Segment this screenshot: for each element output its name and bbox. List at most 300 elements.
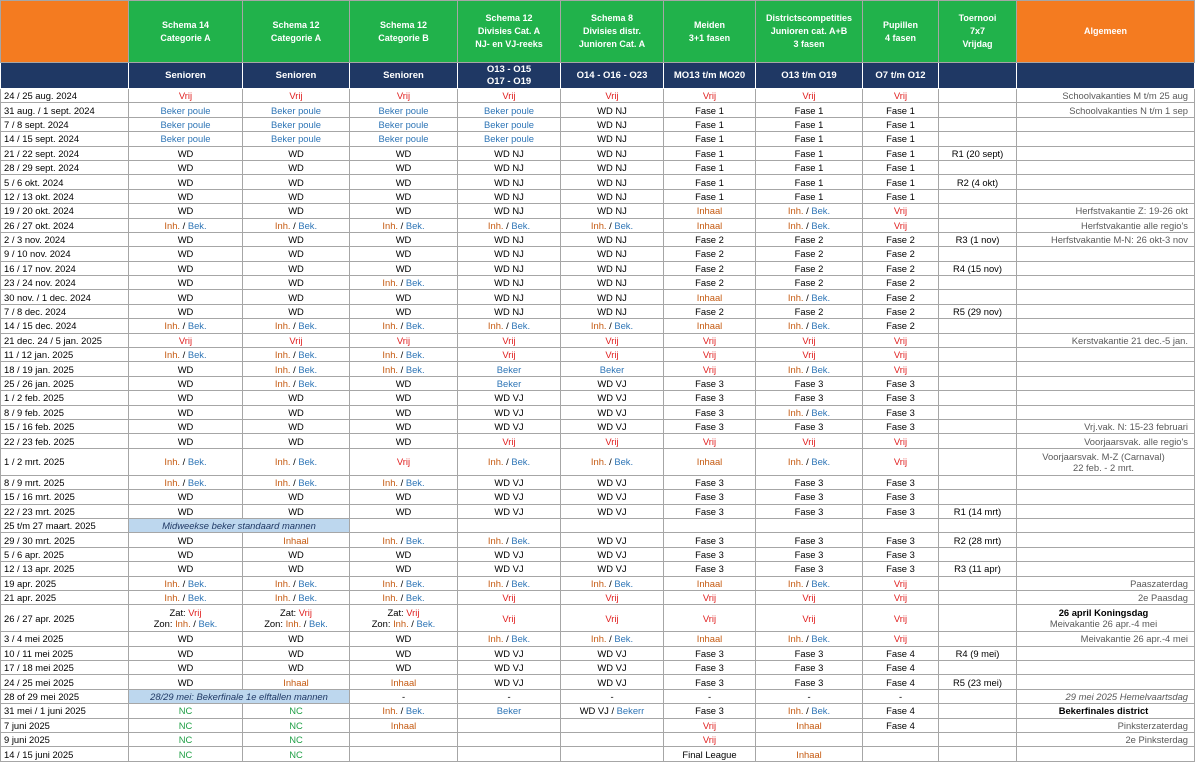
- cell-line: [758, 421, 860, 432]
- schedule-cell: [129, 718, 243, 732]
- separator: /: [290, 592, 299, 604]
- beker-label: Bek.: [298, 349, 318, 361]
- separator: /: [803, 205, 812, 217]
- date-cell: 16 / 17 nov. 2024: [1, 261, 129, 275]
- schedule-cell: [664, 391, 756, 405]
- cell-line: [758, 205, 860, 216]
- cell-text: Inhaal: [696, 456, 723, 468]
- general-note-cell: [1017, 704, 1195, 718]
- schedule-cell: [561, 89, 664, 103]
- header-cell: [1017, 63, 1195, 89]
- schedule-cell: [350, 675, 458, 689]
- cell-line: [352, 191, 455, 202]
- schedule-cell: [561, 146, 664, 160]
- cell-line: [352, 133, 455, 144]
- cell-line: [666, 248, 753, 259]
- cell-line: [666, 220, 753, 231]
- schedule-cell: [664, 405, 756, 419]
- schedule-cell: [863, 448, 939, 475]
- schedule-cell: [939, 232, 1017, 246]
- cell-text: Beker poule: [160, 104, 211, 116]
- cell-text: -: [610, 691, 614, 703]
- beker-label: Bek.: [511, 633, 531, 645]
- schedule-cell: [350, 175, 458, 189]
- cell-text: Fase 3: [695, 421, 724, 433]
- inhaal-label: Inh.: [164, 219, 181, 231]
- note-line: 26 april Koningsdag: [1058, 607, 1149, 619]
- general-note-cell: 29 mei 2025 Hemelvaartsdag: [1017, 689, 1195, 703]
- cell-line: [352, 364, 455, 375]
- schedule-cell: [939, 89, 1017, 103]
- general-note-cell: [1017, 117, 1195, 131]
- date-cell: 7 / 8 sept. 2024: [1, 117, 129, 131]
- beker-label: Bek.: [187, 476, 207, 488]
- schedule-cell: [939, 576, 1017, 590]
- cell-line: [758, 364, 860, 375]
- cell-line: [460, 148, 558, 159]
- beker-label: Bek.: [614, 219, 634, 231]
- cell-text: Fase 3: [794, 392, 824, 404]
- separator: /: [398, 219, 406, 231]
- cell-line: [865, 578, 936, 589]
- schedule-cell: [129, 290, 243, 304]
- schedule-row: [1, 733, 1195, 747]
- schedule-cell: [863, 646, 939, 660]
- cell-line: [460, 436, 558, 447]
- cell-line: [131, 633, 240, 644]
- cell-line: [352, 335, 455, 346]
- cell-text: Vrij: [702, 719, 717, 731]
- cell-text: WD VJ: [597, 676, 627, 688]
- cell-line: [460, 563, 558, 574]
- cell-text: Fase 3: [886, 476, 915, 488]
- schedule-cell: [350, 132, 458, 146]
- schedule-cell: [129, 733, 243, 747]
- general-note-cell: Pinksterzaterdag: [1017, 718, 1195, 732]
- cell-line: [666, 306, 753, 317]
- inhaal-label: Inh.: [787, 705, 804, 717]
- cell-text: Vrij: [289, 334, 303, 346]
- schedule-row: [1, 117, 1195, 131]
- date-cell: 3 / 4 mei 2025: [1, 632, 129, 646]
- general-note-cell: [1017, 646, 1195, 660]
- date-cell: 31 mei / 1 juni 2025: [1, 704, 129, 718]
- cell-line: [865, 105, 936, 116]
- cell-text: Beker poule: [270, 133, 322, 145]
- beker-label: Bek.: [811, 291, 831, 303]
- cell-line: [131, 677, 240, 688]
- cell-line: [131, 734, 240, 745]
- beker-label: Bek.: [187, 320, 207, 332]
- separator: /: [803, 633, 812, 645]
- schedule-cell: [939, 247, 1017, 261]
- cell-line: [865, 205, 936, 216]
- cell-text: Fase 1: [886, 118, 915, 130]
- schedule-cell: [561, 632, 664, 646]
- cell-text: Fase 2: [886, 234, 915, 246]
- cell-line: [865, 378, 936, 389]
- header-line: Districtscompetities: [765, 13, 853, 23]
- schedule-cell: [939, 632, 1017, 646]
- cell-line: [758, 162, 860, 173]
- cell-line: [941, 677, 1014, 688]
- schedule-cell: [939, 204, 1017, 218]
- schedule-cell: [664, 490, 756, 504]
- cell-line: [563, 613, 661, 624]
- cell-line: [131, 578, 240, 589]
- schedule-cell: [939, 504, 1017, 518]
- beker-label: Bek.: [811, 633, 831, 645]
- schedule-cell: [350, 632, 458, 646]
- cell-text: Vrij: [702, 90, 717, 102]
- beker-label: Bek.: [298, 577, 318, 589]
- cell-text: Inhaal: [390, 676, 417, 688]
- schedule-cell: [458, 304, 561, 318]
- cell-text: WD: [288, 563, 304, 575]
- inhaal-label: Inh.: [787, 406, 804, 418]
- cell-prefix: Zon:: [153, 618, 176, 630]
- schedule-cell: [129, 319, 243, 333]
- cell-text: Inhaal: [696, 633, 723, 645]
- cell-text: Fase 2: [695, 262, 724, 274]
- schedule-cell: [243, 333, 350, 347]
- cell-line: [245, 506, 347, 517]
- separator: /: [180, 577, 188, 589]
- cell-text: Beker: [496, 705, 522, 717]
- beker-label: Bek.: [298, 320, 318, 332]
- schedule-cell: [863, 89, 939, 103]
- schedule-row: [1, 490, 1195, 504]
- cell-text: Inhaal: [696, 320, 723, 332]
- schedule-cell: [350, 533, 458, 547]
- schedule-cell: [939, 376, 1017, 390]
- schedule-row: [1, 189, 1195, 203]
- cell-text: -: [507, 691, 511, 703]
- cell-text: Vrij: [893, 334, 908, 346]
- cell-line: [865, 248, 936, 259]
- cell-line: [563, 436, 661, 447]
- header-line: O7 t/m O12: [875, 69, 926, 81]
- beker-label: Bek.: [405, 577, 425, 589]
- schedule-cell: [863, 261, 939, 275]
- cell-line: [460, 105, 558, 116]
- cell-line: [245, 349, 347, 360]
- separator: /: [503, 320, 512, 332]
- beker-label: Bek.: [511, 577, 531, 589]
- cell-text: Fase 3: [695, 392, 724, 404]
- cell-text: Vrij: [893, 90, 908, 102]
- schedule-cell: [350, 434, 458, 448]
- schedule-cell: [756, 733, 863, 747]
- schedule-cell: [664, 204, 756, 218]
- schedule-cell: [243, 117, 350, 131]
- inhaal-label: Inh.: [487, 633, 504, 645]
- separator: /: [180, 219, 188, 231]
- cell-line: [563, 105, 661, 116]
- cell-text: Vrij: [178, 90, 193, 102]
- cell-text: WD VJ: [494, 548, 524, 560]
- date-cell: 10 / 11 mei 2025: [1, 646, 129, 660]
- cell-line: [666, 456, 753, 467]
- date-cell: 19 / 20 okt. 2024: [1, 204, 129, 218]
- inhaal-label: Inh.: [382, 534, 399, 546]
- cell-line: [131, 133, 240, 144]
- date-cell: 1 / 2 feb. 2025: [1, 391, 129, 405]
- beker-label: Bek.: [405, 705, 425, 717]
- schedule-cell: [458, 434, 561, 448]
- separator: /: [606, 633, 615, 645]
- cell-text: Vrij: [893, 633, 908, 645]
- cell-line: [758, 720, 860, 731]
- schedule-cell: [350, 348, 458, 362]
- cell-text: Fase 4: [886, 662, 915, 674]
- schedule-cell: [756, 562, 863, 576]
- cell-line: [865, 549, 936, 560]
- cell-line: [758, 691, 860, 702]
- separator: /: [290, 219, 299, 231]
- cell-line: [865, 705, 936, 716]
- schedule-cell: [350, 504, 458, 518]
- cell-text: WD NJ: [597, 118, 627, 130]
- schedule-cell: [129, 448, 243, 475]
- schedule-cell: [756, 718, 863, 732]
- separator: /: [290, 378, 299, 389]
- cell-line: [131, 148, 240, 159]
- schedule-cell: [350, 646, 458, 660]
- cell-line: [131, 263, 240, 274]
- schedule-cell: [243, 175, 350, 189]
- cell-line: [666, 177, 753, 188]
- cell-line: [460, 220, 558, 231]
- date-cell: 17 / 18 mei 2025: [1, 661, 129, 675]
- cell-line: [245, 648, 347, 659]
- cell-text: Vrij: [893, 435, 908, 447]
- schedule-cell: [664, 290, 756, 304]
- cell-line: [666, 378, 753, 389]
- cell-line: [865, 613, 936, 624]
- schedule-cell: [243, 533, 350, 547]
- cell-line: [563, 349, 661, 360]
- separator: /: [398, 349, 406, 361]
- inhaal-label: Inh.: [274, 219, 291, 231]
- schedule-cell: [939, 146, 1017, 160]
- cell-text: Beker poule: [270, 118, 322, 130]
- schedule-cell: [350, 391, 458, 405]
- cell-line: [352, 456, 455, 467]
- cell-text: Inhaal: [696, 205, 723, 217]
- cell-text: Fase 2: [695, 306, 724, 318]
- schedule-cell: [129, 204, 243, 218]
- header-line: 3+1 fasen: [688, 32, 731, 43]
- date-cell: 1 / 2 mrt. 2025: [1, 448, 129, 475]
- cell-line: [666, 148, 753, 159]
- cell-line: [131, 205, 240, 216]
- header-line: Categorie A: [160, 32, 211, 43]
- cell-line: [131, 349, 240, 360]
- cell-line: [245, 563, 347, 574]
- cell-text: WD VJ: [494, 476, 524, 488]
- schedule-row: [1, 419, 1195, 433]
- cell-text: WD: [288, 491, 304, 503]
- inhaal-label: Inh.: [382, 320, 399, 332]
- separator: /: [180, 456, 188, 468]
- schedule-cell: [243, 434, 350, 448]
- schedule-cell: [664, 518, 756, 532]
- separator: /: [606, 456, 615, 468]
- inhaal-label: Inh.: [274, 592, 291, 604]
- schedule-cell: [756, 689, 863, 703]
- schedule-cell: [243, 547, 350, 561]
- cell-text: Fase 3: [794, 676, 824, 688]
- beker-label: Bek.: [511, 456, 531, 468]
- general-note-cell: 2e Paasdag: [1017, 590, 1195, 604]
- schedule-cell: [350, 547, 458, 561]
- schedule-cell: [129, 562, 243, 576]
- general-note-cell: [1017, 319, 1195, 333]
- cell-text: WD NJ: [494, 147, 524, 159]
- general-note-cell: [1017, 261, 1195, 275]
- cell-line: [245, 306, 347, 317]
- date-cell: 22 / 23 mrt. 2025: [1, 504, 129, 518]
- header-line: Divisies Cat. A: [477, 26, 541, 36]
- cell-line: [460, 90, 558, 101]
- schedule-cell: [350, 276, 458, 290]
- inhaal-label: Inh.: [175, 618, 191, 630]
- schedule-row: [1, 504, 1195, 518]
- cell-text: WD NJ: [494, 248, 524, 260]
- cell-text: WD: [177, 563, 194, 575]
- cell-text: WD: [288, 234, 304, 246]
- cell-line: [352, 578, 455, 589]
- beker-label: Bek.: [298, 456, 318, 468]
- schedule-cell: [863, 419, 939, 433]
- cell-text: WD: [288, 277, 304, 289]
- schedule-cell: [664, 718, 756, 732]
- cell-line: [563, 535, 661, 546]
- cell-line: [758, 306, 860, 317]
- cell-line: [460, 119, 558, 130]
- schedule-row: [1, 333, 1195, 347]
- inhaal-label: Inh.: [285, 618, 302, 630]
- schedule-row: [1, 175, 1195, 189]
- cell-text: Beker poule: [378, 104, 429, 116]
- header-cell: [939, 1, 1017, 63]
- cell-text: Fase 1: [886, 190, 915, 202]
- cell-text: WD VJ: [597, 476, 627, 488]
- cell-line: [758, 549, 860, 560]
- cell-text: Fase 3: [886, 406, 915, 418]
- header-line: Junioren cat. A+B: [770, 26, 848, 36]
- cell-line: [131, 436, 240, 447]
- beker-label: Bek.: [187, 456, 207, 468]
- cell-text: WD: [395, 176, 412, 188]
- cell-text: Vrij: [802, 592, 816, 604]
- schedule-cell: [350, 304, 458, 318]
- cell-text: Fase 2: [794, 306, 824, 318]
- cell-line: [865, 535, 936, 546]
- general-note-cell: Herfstvakantie alle regio's: [1017, 218, 1195, 232]
- separator: /: [803, 291, 812, 303]
- cell-text: Fase 3: [794, 421, 824, 433]
- cell-text: Vrij: [605, 612, 619, 624]
- schedule-cell: [939, 675, 1017, 689]
- schedule-cell: [863, 434, 939, 448]
- cell-line: [352, 535, 455, 546]
- cell-text: WD NJ: [494, 234, 524, 246]
- cell-line: [131, 335, 240, 346]
- cell-text: Fase 3: [794, 505, 824, 517]
- cell-line: [131, 705, 240, 716]
- schedule-cell: [756, 576, 863, 590]
- cell-line: [666, 263, 753, 274]
- note-line: Voorjaarsvak. M-Z (Carnaval): [1042, 450, 1165, 462]
- cell-line: [563, 677, 661, 688]
- cell-text: WD: [177, 363, 194, 375]
- cell-line: [460, 248, 558, 259]
- header-line: Schema 12: [379, 19, 428, 30]
- schedule-cell: [664, 448, 756, 475]
- schedule-cell: [561, 562, 664, 576]
- separator: /: [398, 277, 406, 289]
- cell-line: [865, 436, 936, 447]
- cell-text: WD VJ: [494, 491, 524, 503]
- cell-text: Beker poule: [483, 118, 535, 130]
- cell-text: Fase 3: [886, 563, 915, 575]
- beker-label: Bek.: [811, 705, 831, 717]
- inhaal-label: Inh.: [590, 456, 607, 468]
- cell-line: [758, 335, 860, 346]
- date-cell: 15 / 16 feb. 2025: [1, 419, 129, 433]
- schedule-row: [1, 605, 1195, 632]
- cell-line: [563, 162, 661, 173]
- cell-line: [460, 662, 558, 673]
- schedule-cell: [756, 348, 863, 362]
- schedule-cell: [350, 562, 458, 576]
- cell-text: WD VJ: [597, 563, 627, 575]
- schedule-cell: [664, 533, 756, 547]
- cell-text: WD: [288, 176, 304, 188]
- cell-line: [666, 506, 753, 517]
- cell-text: Fase 1: [794, 133, 824, 145]
- cell-text: Vrij: [605, 435, 619, 447]
- cell-text: Beker poule: [483, 104, 535, 116]
- cell-line: [352, 162, 455, 173]
- inhaal-label: Inh.: [487, 456, 504, 468]
- cell-line: [865, 90, 936, 101]
- cell-line: [131, 720, 240, 731]
- cell-text: WD: [395, 633, 412, 645]
- schedule-cell: [756, 376, 863, 390]
- cell-text: WD: [177, 392, 194, 404]
- cell-line: [758, 263, 860, 274]
- beker-label: Bek.: [405, 277, 425, 289]
- header-cell: [863, 63, 939, 89]
- separator: /: [503, 534, 512, 546]
- schedule-cell: [863, 218, 939, 232]
- cell-text: Fase 3: [794, 563, 824, 575]
- cell-line: [352, 549, 455, 560]
- cell-line: [758, 234, 860, 245]
- schedule-cell: [129, 146, 243, 160]
- cell-text: Inhaal: [283, 676, 309, 688]
- cell-text: Vrij: [502, 90, 516, 102]
- cell-text: WD: [395, 291, 412, 303]
- cell-line: [563, 421, 661, 432]
- schedule-cell: [939, 718, 1017, 732]
- cell-text: WD NJ: [597, 133, 627, 145]
- cell-line: [352, 119, 455, 130]
- general-note-cell: Vrj.vak. N: 15-23 februari: [1017, 419, 1195, 433]
